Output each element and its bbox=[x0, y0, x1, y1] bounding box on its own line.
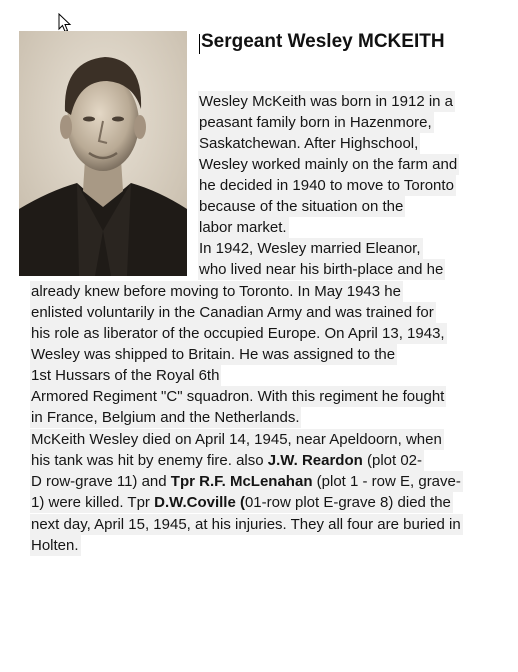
text-line: already knew before moving to Toronto. In May 1943 he bbox=[31, 283, 401, 300]
text-line: In 1942, Wesley married Eleanor, bbox=[199, 240, 421, 257]
text-line bbox=[30, 471, 463, 492]
text-line bbox=[30, 492, 453, 513]
mouse-pointer-icon bbox=[58, 13, 72, 33]
casualty-name: Tpr R.F. McLenahan bbox=[170, 473, 313, 490]
portrait-photo bbox=[19, 31, 187, 276]
text-line bbox=[30, 450, 424, 471]
text-line: Holten. bbox=[31, 537, 79, 554]
text-line: his role as liberator of the occupied Europe. On April 13, 1943, bbox=[31, 325, 445, 342]
text-line: Wesley was shipped to Britain. He was assigned to the bbox=[31, 346, 396, 363]
text-line: Armored Regiment "C" squadron. With this regiment he fought bbox=[31, 388, 445, 405]
text-run: (plot 02- bbox=[362, 452, 423, 469]
document-title: Sergeant Wesley MCKEITH bbox=[201, 31, 445, 52]
casualty-name: D.W.Coville ( bbox=[154, 494, 245, 511]
text-line: in France, Belgium and the Netherlands. bbox=[31, 409, 300, 426]
text-line: 1st Hussars of the Royal 6th bbox=[31, 367, 220, 384]
text-run: his tank was hit by enemy fire. also bbox=[31, 452, 268, 469]
text-line: enlisted voluntarily in the Canadian Army and was trained for bbox=[31, 304, 434, 321]
text-line: next day, April 15, 1945, at his injuries. They all four are buried in bbox=[31, 516, 461, 533]
text-run: 01-row plot E-grave 8) died the bbox=[244, 494, 451, 511]
text-line: McKeith Wesley died on April 14, 1945, near Apeldoorn, when bbox=[31, 431, 442, 448]
text-line: peasant family born in Hazenmore, bbox=[199, 114, 432, 131]
text-run: D row-grave 11) and bbox=[31, 473, 171, 490]
text-line: who lived near his birth-place and he bbox=[199, 261, 444, 278]
text-line: Wesley worked mainly on the farm and bbox=[199, 156, 458, 173]
text-line: he decided in 1940 to move to Toronto bbox=[199, 177, 454, 194]
text-run: (plot 1 - row E, grave- bbox=[312, 473, 461, 490]
text-line: because of the situation on the bbox=[199, 198, 404, 215]
text-line: Wesley McKeith was born in 1912 in a bbox=[199, 93, 454, 110]
text-line: labor market. bbox=[199, 219, 287, 236]
text-line: Saskatchewan. After Highschool, bbox=[199, 135, 419, 152]
text-run: 1) were killed. Tpr bbox=[31, 494, 155, 511]
text-cursor bbox=[199, 34, 200, 54]
casualty-name: J.W. Reardon bbox=[267, 452, 363, 469]
